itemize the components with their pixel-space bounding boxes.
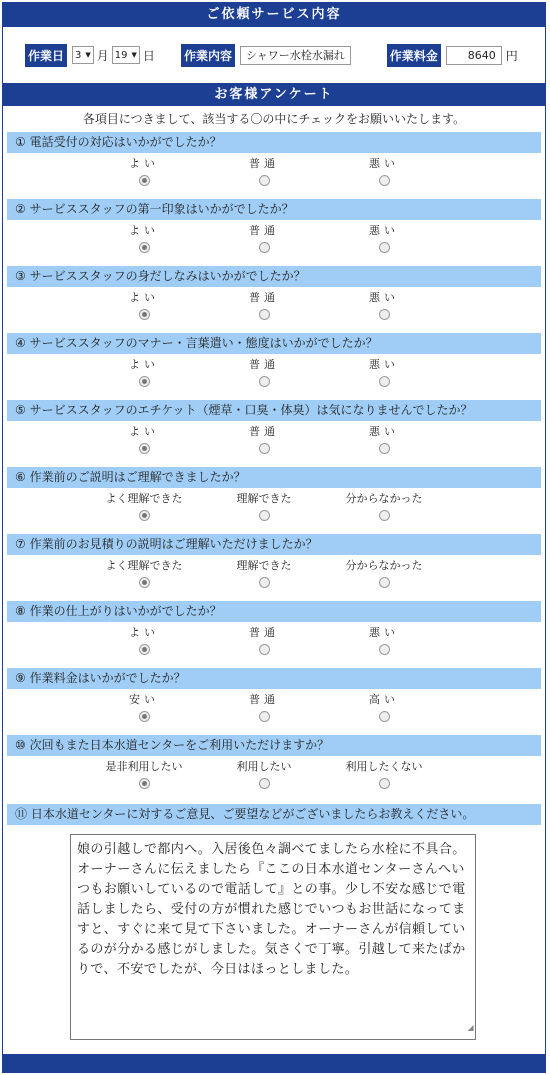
- answer-option[interactable]: [329, 492, 439, 525]
- question-options: [3, 153, 545, 199]
- option-label: 普通: [249, 291, 279, 304]
- question-label: ④ サービススタッフのマナー・言葉遣い・態度はいかがでしたか？: [7, 333, 541, 354]
- radio-button[interactable]: [259, 242, 270, 253]
- option-label: 悪い: [369, 626, 399, 639]
- question-label: ① 電話受付の対応はいかがでしたか？: [7, 132, 541, 153]
- chevron-down-icon: ▼: [85, 51, 91, 59]
- answer-option[interactable]: [89, 425, 199, 458]
- question-options: [3, 622, 545, 668]
- option-label: 悪い: [369, 157, 399, 170]
- chevron-down-icon: ▼: [131, 51, 137, 59]
- radio-button[interactable]: [379, 510, 390, 521]
- radio-button[interactable]: [379, 778, 390, 789]
- answer-option[interactable]: [329, 358, 439, 391]
- answer-option[interactable]: [329, 760, 439, 793]
- option-label: 悪い: [369, 291, 399, 304]
- option-label: 分からなかった: [345, 492, 423, 505]
- survey-header: お客様アンケート: [3, 83, 545, 106]
- fee-field[interactable]: 8640: [446, 46, 502, 65]
- radio-button[interactable]: [379, 175, 390, 186]
- radio-button[interactable]: [139, 242, 150, 253]
- option-label: 高い: [369, 693, 399, 706]
- option-label: 安い: [129, 693, 159, 706]
- radio-button[interactable]: [259, 711, 270, 722]
- content-label: 作業内容: [181, 44, 235, 67]
- radio-button[interactable]: [139, 175, 150, 186]
- answer-option[interactable]: [329, 425, 439, 458]
- option-label: よい: [129, 626, 159, 639]
- radio-button[interactable]: [379, 443, 390, 454]
- answer-option[interactable]: [209, 224, 319, 257]
- question-options: [3, 555, 545, 601]
- radio-button[interactable]: [259, 443, 270, 454]
- option-label: よい: [129, 157, 159, 170]
- question-label: ⑥ 作業前のご説明はご理解できましたか？: [7, 467, 541, 488]
- answer-option[interactable]: [89, 760, 199, 793]
- answer-option[interactable]: [89, 157, 199, 190]
- radio-button[interactable]: [139, 778, 150, 789]
- radio-button[interactable]: [259, 644, 270, 655]
- day-value: 19: [114, 49, 128, 61]
- question-list: [3, 132, 545, 802]
- footer-bar: [3, 1054, 545, 1072]
- question-label: ⑦ 作業前のお見積りの説明はご理解いただけましたか？: [7, 534, 541, 555]
- radio-button[interactable]: [379, 711, 390, 722]
- comment-question: ⑪ 日本水道センターに対するご意見、ご要望などがございましたらお教えください。: [7, 804, 541, 825]
- question-options: [3, 756, 545, 802]
- question-label: ⑤ サービススタッフのエチケット（煙草・口臭・体臭）は気になりませんでしたか？: [7, 400, 541, 421]
- radio-button[interactable]: [139, 711, 150, 722]
- answer-option[interactable]: [209, 358, 319, 391]
- answer-option[interactable]: [209, 693, 319, 726]
- radio-button[interactable]: [259, 175, 270, 186]
- question-label: ⑧ 作業の仕上がりはいかがでしたか？: [7, 601, 541, 622]
- option-label: よい: [129, 358, 159, 371]
- option-label: 利用したくない: [345, 760, 423, 773]
- answer-option[interactable]: [329, 559, 439, 592]
- fee-unit: 円: [505, 48, 518, 63]
- answer-option[interactable]: [329, 693, 439, 726]
- answer-option[interactable]: [89, 492, 199, 525]
- option-label: 普通: [249, 425, 279, 438]
- answer-option[interactable]: [89, 358, 199, 391]
- day-select[interactable]: [112, 46, 140, 64]
- question-label: ⑨ 作業料金はいかがでしたか？: [7, 668, 541, 689]
- option-label: 是非利用したい: [105, 760, 183, 773]
- option-label: よい: [129, 425, 159, 438]
- option-label: 普通: [249, 157, 279, 170]
- question-options: [3, 220, 545, 266]
- option-label: 普通: [249, 358, 279, 371]
- answer-option[interactable]: [209, 559, 319, 592]
- month-unit: 月: [96, 48, 109, 63]
- option-label: 悪い: [369, 358, 399, 371]
- radio-button[interactable]: [259, 309, 270, 320]
- radio-button[interactable]: [259, 577, 270, 588]
- radio-button[interactable]: [259, 376, 270, 387]
- question-options: [3, 488, 545, 534]
- comment-textarea[interactable]: [70, 834, 476, 1040]
- radio-button[interactable]: [139, 376, 150, 387]
- radio-button[interactable]: [139, 644, 150, 655]
- radio-button[interactable]: [379, 242, 390, 253]
- answer-option[interactable]: [89, 291, 199, 324]
- question-label: ② サービススタッフの第一印象はいかがでしたか？: [7, 199, 541, 220]
- answer-option[interactable]: [329, 224, 439, 257]
- option-label: 分からなかった: [345, 559, 423, 572]
- answer-option[interactable]: [209, 760, 319, 793]
- answer-option[interactable]: [209, 157, 319, 190]
- option-label: 利用したい: [236, 760, 292, 773]
- answer-option[interactable]: [89, 224, 199, 257]
- option-label: 理解できた: [236, 492, 292, 505]
- radio-button[interactable]: [379, 577, 390, 588]
- answer-option[interactable]: [209, 291, 319, 324]
- question-options: [3, 354, 545, 400]
- fee-label: 作業料金: [387, 44, 441, 67]
- answer-option[interactable]: [89, 693, 199, 726]
- survey-intro: 各項目につきまして、該当する〇の中にチェックをお願いいたします。: [82, 112, 466, 126]
- day-unit: 日: [142, 48, 155, 63]
- radio-button[interactable]: [139, 309, 150, 320]
- radio-button[interactable]: [379, 309, 390, 320]
- month-value: 3: [75, 49, 82, 61]
- option-label: 理解できた: [236, 559, 292, 572]
- option-label: よい: [129, 224, 159, 237]
- option-label: よい: [129, 291, 159, 304]
- option-label: 悪い: [369, 425, 399, 438]
- answer-option[interactable]: [209, 425, 319, 458]
- question-label: ⑩ 次回もまた日本水道センターをご利用いただけますか？: [7, 735, 541, 756]
- option-label: 普通: [249, 626, 279, 639]
- service-header: ご依頼サービス内容: [3, 3, 545, 27]
- answer-option[interactable]: [209, 626, 319, 659]
- radio-button[interactable]: [259, 778, 270, 789]
- answer-option[interactable]: [329, 626, 439, 659]
- comment-text: 娘の引越しで都内へ。入居後色々調べてましたら水栓に不具合。オーナーさんに伝えましたら『ここの日本水道センターさんへいつもお願いしているので電話して』との事。少し不安な感じで電話しましたら、受付の方が慣れた感じでいつもお世話になってますと、すぐに来て見て下さいました。オーナーさんが信頼しているのが分かる感じがしました。気さくで丁寧。引越して来たばかりで、不安でしたが、今日はほっとしました。: [77, 842, 466, 977]
- radio-button[interactable]: [379, 644, 390, 655]
- radio-button[interactable]: [139, 577, 150, 588]
- question-options: [3, 287, 545, 333]
- resize-handle-icon[interactable]: ◢: [467, 1023, 474, 1032]
- content-field[interactable]: シャワー水栓水漏れ: [240, 46, 351, 65]
- date-label: 作業日: [25, 44, 67, 67]
- radio-button[interactable]: [139, 510, 150, 521]
- service-details-row: [3, 27, 545, 83]
- option-label: よく理解できた: [105, 559, 183, 572]
- radio-button[interactable]: [379, 376, 390, 387]
- option-label: 普通: [249, 693, 279, 706]
- question-options: [3, 689, 545, 735]
- answer-option[interactable]: [329, 157, 439, 190]
- month-select[interactable]: [72, 46, 94, 64]
- option-label: よく理解できた: [105, 492, 183, 505]
- option-label: 普通: [249, 224, 279, 237]
- option-label: 悪い: [369, 224, 399, 237]
- radio-button[interactable]: [259, 510, 270, 521]
- answer-option[interactable]: [89, 559, 199, 592]
- answer-option[interactable]: [89, 626, 199, 659]
- answer-option[interactable]: [329, 291, 439, 324]
- question-label: ③ サービススタッフの身だしなみはいかがでしたか？: [7, 266, 541, 287]
- radio-button[interactable]: [139, 443, 150, 454]
- answer-option[interactable]: [209, 492, 319, 525]
- question-options: [3, 421, 545, 467]
